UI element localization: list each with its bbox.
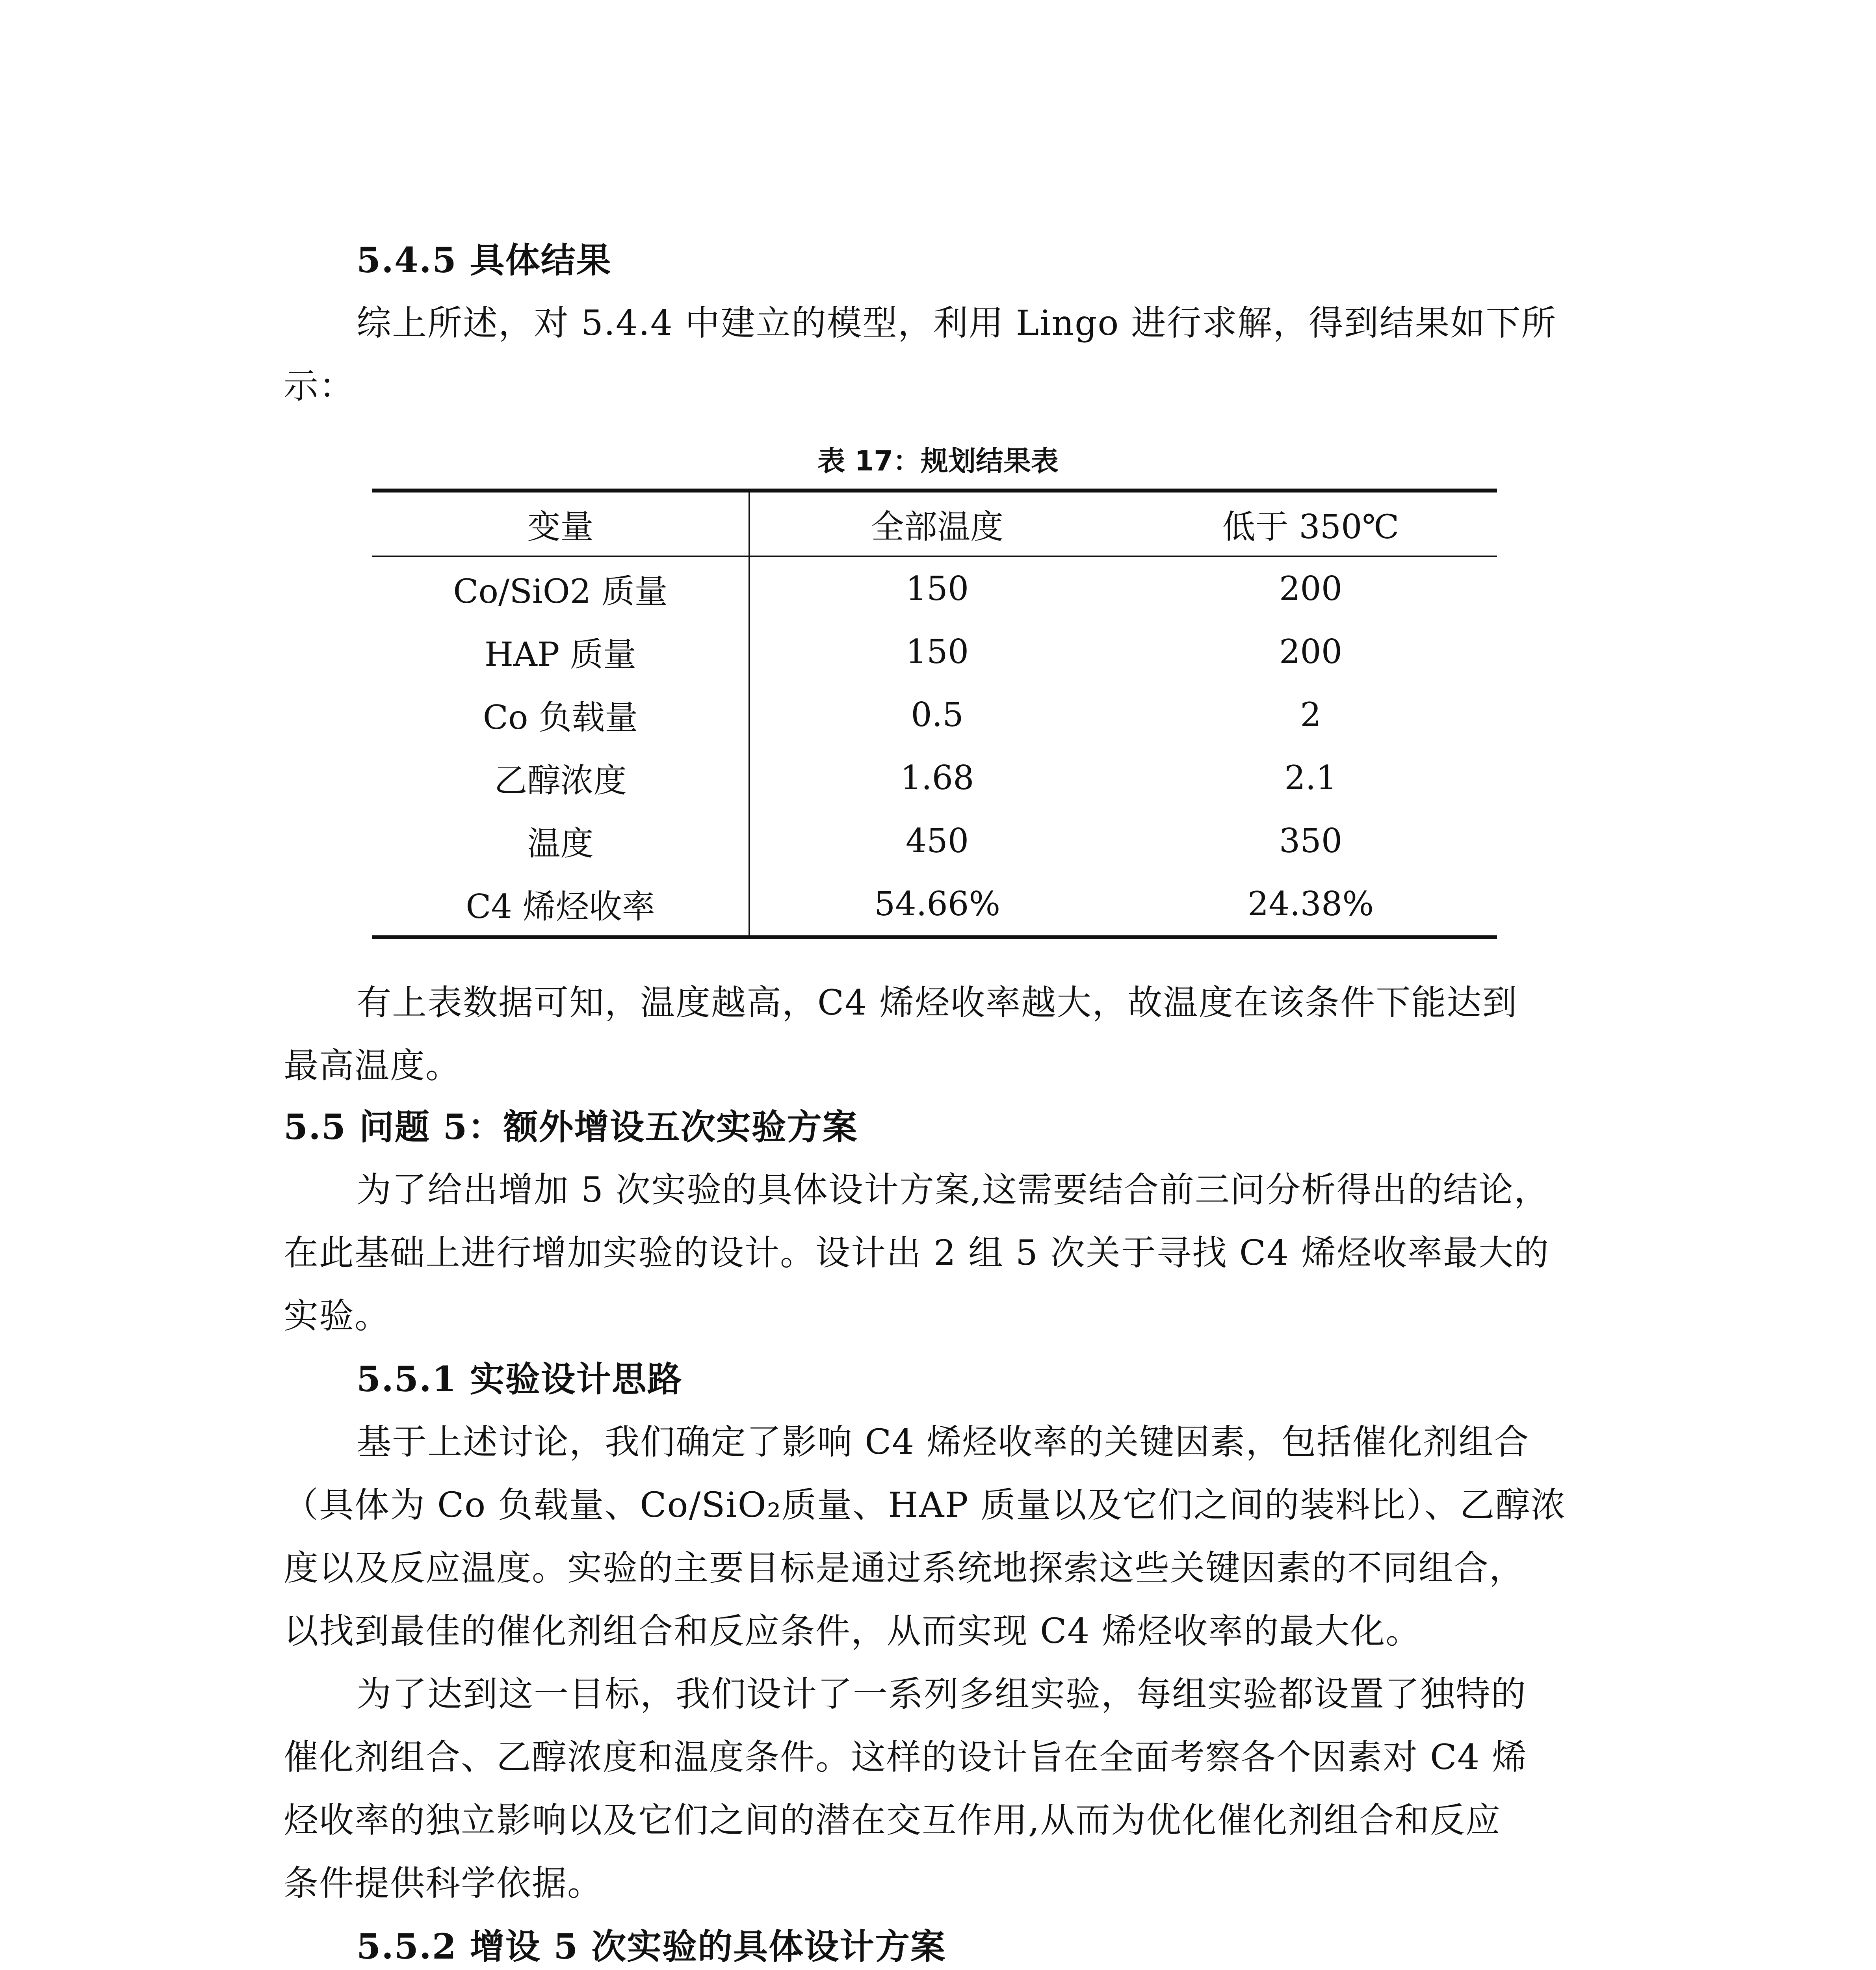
table-header-cell: 变量 [372, 491, 749, 556]
table-cell: 150 [905, 569, 969, 608]
paragraph-line: 在此基础上进行增加实验的设计。设计出 2 组 5 次关于寻找 C4 烯烃收率最大的 [284, 1232, 1550, 1273]
table-cell: C4 烯烃收率 [372, 872, 749, 937]
section-5-5-heading: 5.5 问题 5：额外增设五次实验方案 [284, 1106, 858, 1147]
paragraph-line: 条件提供科学依据。 [284, 1863, 603, 1903]
paragraph-line: 为了达到这一目标，我们设计了一系列多组实验，每组实验都设置了独特的 [357, 1674, 1527, 1714]
paragraph-line: 烃收率的独立影响以及它们之间的潜在交互作用,从而为优化催化剂组合和反应 [284, 1800, 1501, 1840]
paragraph-line: 度以及反应温度。实验的主要目标是通过系统地探索这些关键因素的不同组合， [284, 1548, 1525, 1588]
table-cell: 2.1 [1284, 758, 1337, 797]
table-cell: 200 [1279, 569, 1343, 608]
paragraph-line: 实验。 [284, 1295, 390, 1336]
paragraph-line: 催化剂组合、乙醇浓度和温度条件。这样的设计旨在全面考察各个因素对 C4 烯 [284, 1737, 1528, 1777]
table-header-cell: 全部温度 [871, 507, 1003, 546]
section-5-5-2-heading: 5.5.2 增设 5 次实验的具体设计方案 [357, 1926, 946, 1967]
table-header-cell: 低于 350℃ [1222, 507, 1399, 546]
table-row [372, 683, 1497, 746]
table-row [372, 620, 1497, 683]
table-row [372, 556, 1497, 620]
paragraph-line: 有上表数据可知，温度越高，C4 烯烃收率越大，故温度在该条件下能达到 [357, 982, 1518, 1023]
table-cell: 温度 [372, 809, 749, 872]
table-cell: Co/SiO2 质量 [372, 556, 749, 620]
results-table [372, 489, 1497, 939]
table-cell: Co 负载量 [372, 683, 749, 746]
section-5-5-1-heading: 5.5.1 实验设计思路 [357, 1359, 683, 1399]
paragraph-line: 以找到最佳的催化剂组合和反应条件，从而实现 C4 烯烃收率的最大化。 [284, 1611, 1421, 1651]
table-cell: 24.38% [1247, 885, 1374, 923]
table-cell: 54.66% [874, 885, 1001, 923]
table-cell: 450 [905, 821, 969, 860]
section-5-4-5-heading: 5.4.5 具体结果 [357, 240, 612, 281]
paragraph-line: （具体为 Co 负载量、Co/SiO₂质量、HAP 质量以及它们之间的装料比）、乙醇浓 [284, 1485, 1566, 1525]
table-cell: 0.5 [911, 695, 964, 734]
paragraph-line: 为了给出增加 5 次实验的具体设计方案,这需要结合前三问分析得出的结论， [357, 1169, 1549, 1210]
paragraph-line: 示： [284, 366, 355, 406]
table-cell: 350 [1279, 821, 1343, 860]
table-caption: 表 17：规划结果表 [817, 445, 1059, 477]
table-cell: 150 [905, 632, 969, 671]
table-row [372, 872, 1497, 937]
table-cell: 2 [1300, 695, 1321, 734]
table-header-row [372, 491, 1497, 556]
paragraph-line: 综上所述，对 5.4.4 中建立的模型，利用 Lingo 进行求解，得到结果如下所 [357, 303, 1557, 343]
paragraph-line: 最高温度。 [284, 1045, 461, 1086]
table-cell: 1.68 [900, 758, 974, 797]
table-cell: 200 [1279, 632, 1343, 671]
table-cell: HAP 质量 [372, 620, 749, 683]
table-row [372, 809, 1497, 872]
table-row [372, 746, 1497, 809]
paragraph-line: 基于上述讨论，我们确定了影响 C4 烯烃收率的关键因素，包括催化剂组合 [357, 1422, 1530, 1462]
table-cell: 乙醇浓度 [372, 746, 749, 809]
